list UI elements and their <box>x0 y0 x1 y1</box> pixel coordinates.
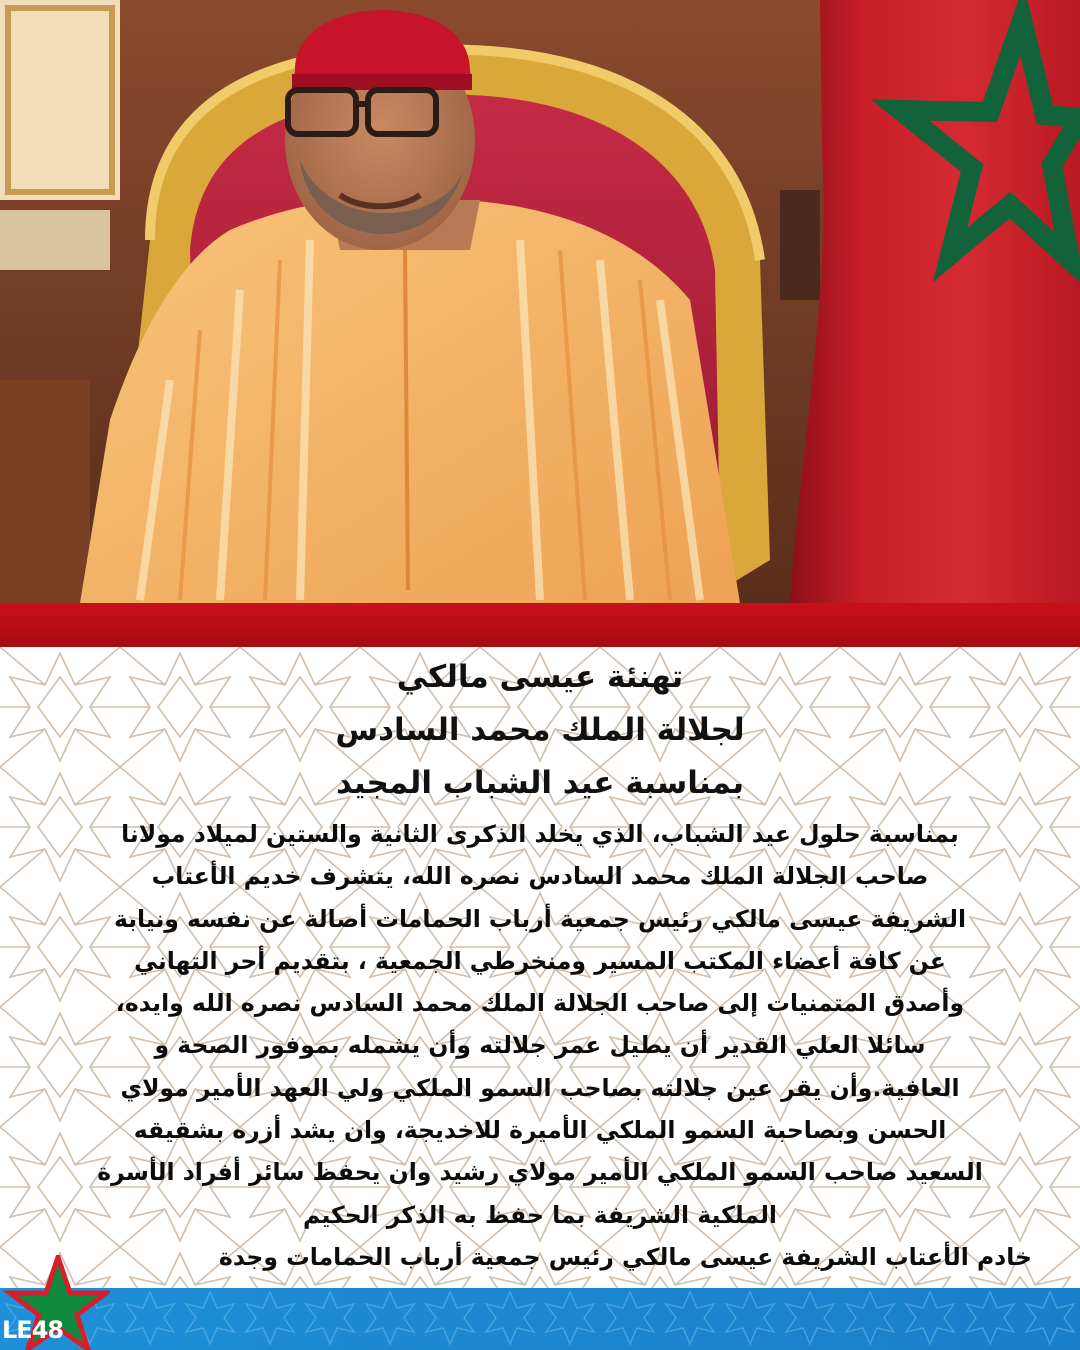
king-photo-illustration <box>0 0 1080 603</box>
message-line: الملكية الشريفة بما حفظ به الذكر الحكيم <box>303 1200 777 1229</box>
message-line: عن كافة أعضاء المكتب المسير ومنخرطي الجمعية ، بتقديم أحر التهاني <box>134 946 946 975</box>
footer-pattern <box>0 1288 1080 1350</box>
message-line: وأصدق المتمنيات إلى صاحب الجلالة الملك محمد السادس نصره الله وايده، <box>115 989 965 1018</box>
king-photo <box>0 0 1080 603</box>
headline-line-1: تهنئة عيسى مالكي <box>396 659 684 695</box>
message-body <box>30 813 1050 1278</box>
message-line: بمناسبة حلول عيد الشباب، الذي يخلد الذكرى الثانية والستين لميلاد مولانا <box>121 820 959 848</box>
headline-line-3: بمناسبة عيد الشباب المجيد <box>336 765 744 801</box>
message-panel <box>0 647 1080 1288</box>
red-divider-band <box>0 603 1080 647</box>
message-line: الشريفة عيسى مالكي رئيس جمعية أرباب الحمامات أصالة عن نفسه ونيابة <box>113 904 967 933</box>
logo-text: LE48 <box>2 1316 64 1344</box>
blue-footer-band <box>0 1288 1080 1350</box>
signature-line: خادم الأعتاب الشريفة عيسى مالكي رئيس جمعية أرباب الحمامات وجدة <box>218 1242 1032 1271</box>
message-line: الحسن وبصاحبة السمو الملكي الأميرة للاخديجة، وان يشد أزره بشقيقه <box>133 1116 947 1145</box>
headline <box>0 651 1080 810</box>
headline-line-2: لجلالة الملك محمد السادس <box>335 712 745 748</box>
message-line: سائلا العلي القدير أن يطيل عمر جلالته وأن يشمله بموفور الصحة و <box>154 1031 926 1060</box>
message-line: العافية.وأن يقر عين جلالته بصاحب السمو الملكي ولي العهد الأمير مولاي <box>120 1073 960 1102</box>
message-line: السعيد صاحب السمو الملكي الأمير مولاي رشيد وان يحفظ سائر أفراد الأسرة <box>97 1158 983 1187</box>
message-line: صاحب الجلالة الملك محمد السادس نصره الله، يتشرف خديم الأعتاب <box>151 862 929 891</box>
